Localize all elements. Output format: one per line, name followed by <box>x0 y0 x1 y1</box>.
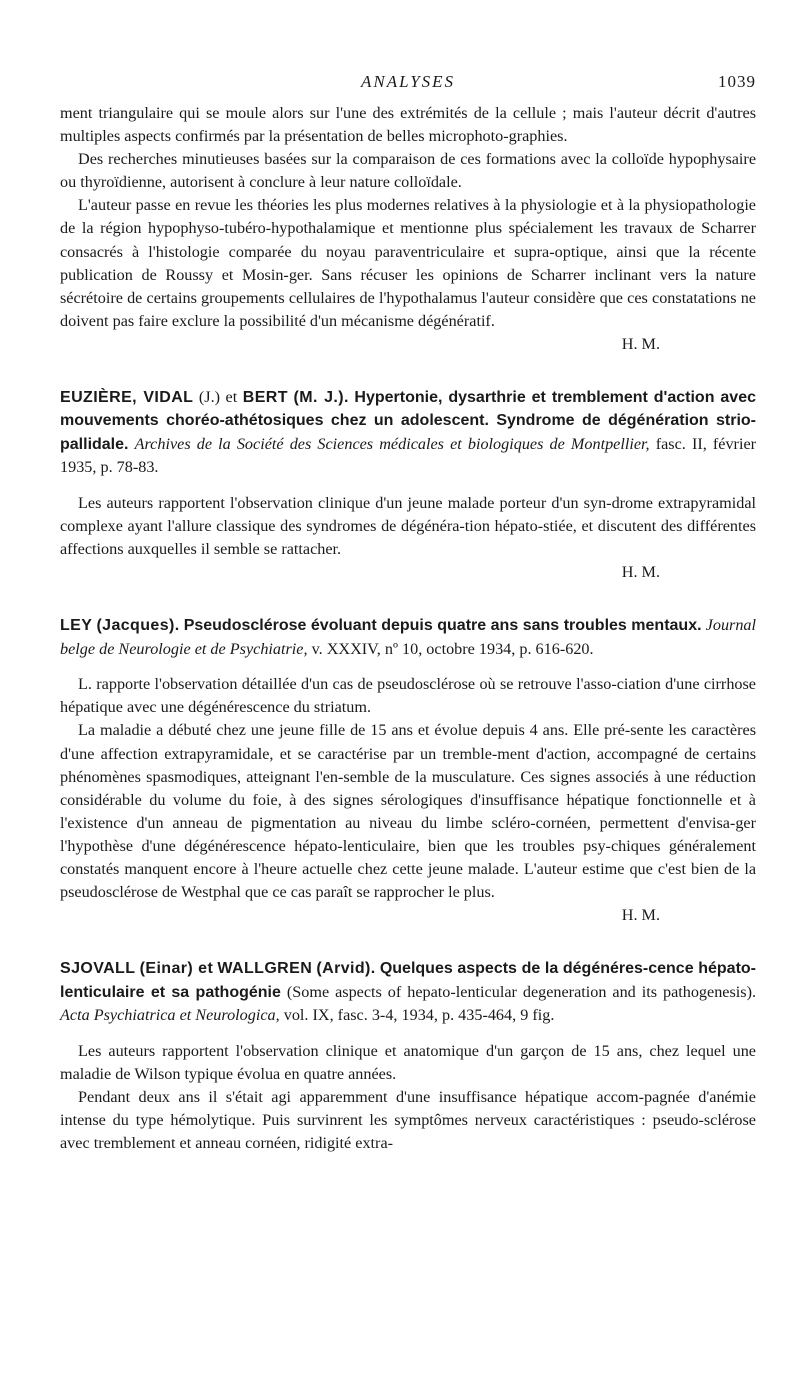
journal-reference: fasc. II, février 1935, p. 78-83. <box>60 434 757 477</box>
article-title: Pseudosclérose évoluant depuis quatre ans sans troubles mentaux. <box>183 617 702 635</box>
journal-name: Journal belge de Neurologie et de Psychiatrie, <box>60 616 757 658</box>
intro-section <box>60 102 756 356</box>
reviewer-initials: H. M. <box>621 563 660 582</box>
author-detail: (J.) et <box>198 387 238 406</box>
translated-title: (Some aspects of hepato-lenticular degeneration and its pathogenesis). <box>286 982 757 1001</box>
page-number: 1039 <box>718 72 756 91</box>
paragraph: ment triangulaire qui se moule alors sur l'une des extrémités de la cellule ; mais l'auteur décrit d'autres multiples aspects confirmés par la présentation de belles microphoto-graphies. <box>60 104 756 146</box>
paragraph: La maladie a débuté chez une jeune fille de 15 ans et évolue depuis 4 ans. Elle pré-sente les caractères d'une affection extrapyramidale, et se caractérise par un tremble-ment d'action, accompagné de certains phénomènes spasmodiques, atteignant l'en-semble de la musculature. Ces signes associés à une réduction considérable du volume du foie, à des signes sérologiques d'insuffisance hépatique fonctionnelle et à l'existence d'un anneau de pigmentation au niveau du limbe scléro-cornéen, permettent d'envisa-ger l'hypothèse d'une dégénérescence hépato-lenticulaire, bien que les troubles psy-chiques généralement constatés manquent encore à l'heure actuelle chez cette jeune malade. L'auteur estime que c'est bien de la pseudosclérose de Westphal que ce cas paraît se rapprocher le plus. <box>60 721 756 902</box>
article-heading <box>60 614 756 661</box>
journal-name: Acta Psychiatrica et Neurologica, <box>60 1006 280 1025</box>
article-heading <box>60 386 756 480</box>
author-name: SJOVALL <box>60 960 136 978</box>
article-title: Quelques aspects de la dégénéres-cence hépato-lenticulaire et sa pathogénie <box>60 960 757 1001</box>
journal-reference: v. XXXIV, nº 10, octobre 1934, p. 616-620. <box>311 639 594 658</box>
paragraph: L. rapporte l'observation détaillée d'un cas de pseudosclérose où se retrouve l'asso-ciation d'une cirrhose hépatique avec une dégénérescence du striatum. <box>60 675 756 717</box>
article-heading <box>60 957 756 1028</box>
author-name: EUZIÈRE, VIDAL <box>60 388 194 406</box>
paragraph: Des recherches minutieuses basées sur la comparaison de ces formations avec la colloïde hypophysaire ou thyroïdienne, autorisent à conclure à leur nature colloïdale. <box>60 150 756 192</box>
paragraph: Pendant deux ans il s'était agi apparemment d'une insuffisance hépatique accom-pagnée d'anémie intense du type hémolytique. Puis survinrent les symptômes nerveux caractéristiques : pseudo-sclérose avec tremblement et anneau cornéen, ridigité extra- <box>60 1087 756 1153</box>
reviewer-initials: H. M. <box>621 906 660 925</box>
author-detail: (Jacques). <box>96 617 180 635</box>
author-name: LEY <box>60 617 93 635</box>
paragraph: L'auteur passe en revue les théories les plus modernes relatives à la physiologie et à la physiopathologie de la région hypophyso-tubéro-hypothalamique et mentionne plus spécialement les travaux de Scharrer consacrés à l'histologie comparée du noyau paraventriculaire et supra-optique, ainsi que la récente publication de Roussy et Mosin-ger. Sans récuser les opinions de Scharrer inclinant vers la nature sécrétoire de certains groupements cellulaires de l'hypothalamus l'auteur considère que ces constatations ne doivent pas faire exclure la possibilité d'un mécanisme dégénératif. <box>60 196 756 330</box>
article-ley <box>60 614 756 927</box>
article-sjovall <box>60 957 756 1155</box>
reviewer-initials: H. M. <box>621 334 660 353</box>
article-euziere <box>60 386 756 584</box>
paragraph: Les auteurs rapportent l'observation clinique d'un jeune malade porteur d'un syn-drome extrapyramidal complexe ayant l'allure classique des syndromes de dégénéra-tion hépato-stiée, et discutent des différentes affections auxquelles il semble se rattacher. <box>60 493 756 559</box>
author-name: BERT <box>242 388 288 406</box>
journal-reference: vol. IX, fasc. 3-4, 1934, p. 435-464, 9 fig. <box>283 1006 555 1025</box>
author-name: WALLGREN <box>217 960 313 978</box>
paragraph: Les auteurs rapportent l'observation clinique et anatomique d'un garçon de 15 ans, chez lequel une maladie de Wilson typique évolua en quatre années. <box>60 1041 756 1083</box>
journal-name: Archives de la Société des Sciences médicales et biologiques de Montpellier, <box>134 434 650 453</box>
running-title: ANALYSES <box>360 72 456 91</box>
page-header <box>60 72 756 102</box>
article-title: Hypertonie, dysarthrie et tremblement d'action avec mouvements choréo-athétosiques chez un adolescent. Syndrome de dégénération strio-pallidale. <box>60 388 757 453</box>
author-detail: (M. J.). <box>293 388 349 406</box>
author-detail: (Arvid). <box>316 960 376 978</box>
author-detail: (Einar) et <box>139 960 214 978</box>
